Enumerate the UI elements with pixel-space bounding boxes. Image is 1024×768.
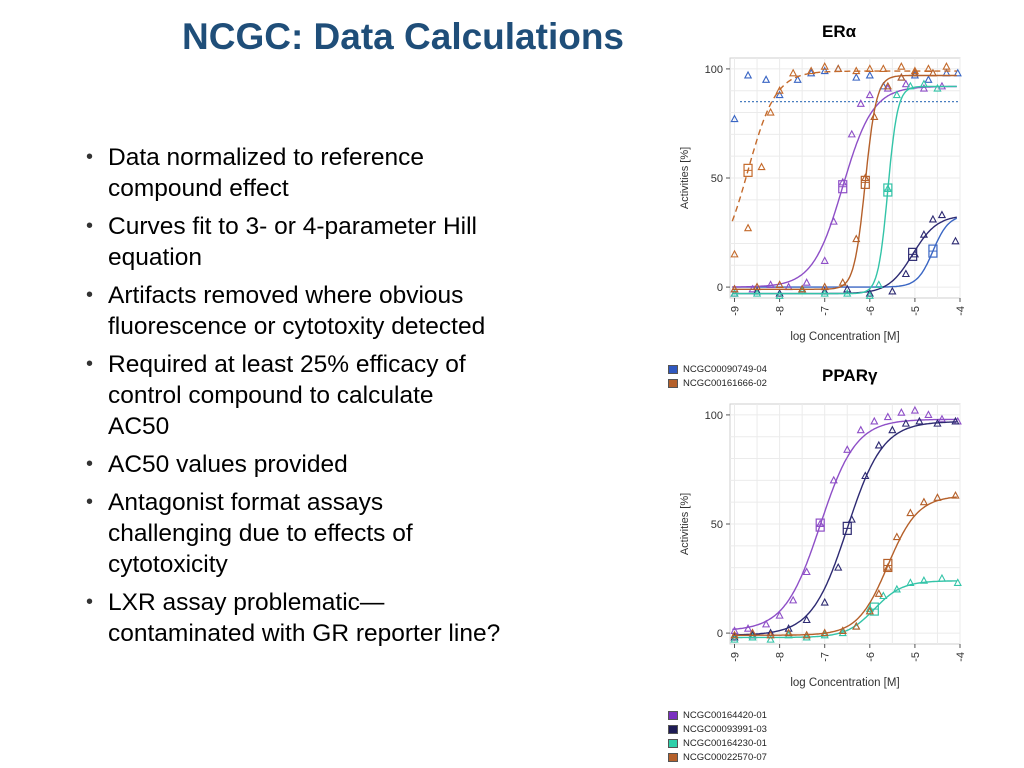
y-tick-label: 100 <box>704 63 723 76</box>
legend-swatch-2 <box>668 379 678 388</box>
x-tick-label: -9 <box>729 652 742 662</box>
legend-swatch-6 <box>668 753 678 762</box>
y-tick-label: 50 <box>710 519 723 531</box>
x-tick-label: -7 <box>819 652 832 662</box>
x-tick-label: -6 <box>864 652 877 662</box>
legend-entry: NCGC00164420-01 <box>668 708 767 722</box>
x-tick-label: -8 <box>774 652 787 662</box>
legend-top <box>668 362 767 390</box>
bullet-item: • Required at least 25% efficacy of control compound to calculate AC50 <box>86 349 586 442</box>
chart-ppar-gamma <box>668 394 978 694</box>
legend-swatch-4 <box>668 725 678 734</box>
legend-entry: NCGC00090749-04 <box>668 362 767 376</box>
y-tick-label: 0 <box>716 282 723 295</box>
x-tick-label: -4 <box>955 306 967 316</box>
page-title: NCGC: Data Calculations <box>182 16 625 57</box>
bullet-item: • Data normalized to reference compound effect <box>86 142 586 204</box>
bullet-item: • Artifacts removed where obvious fluorescence or cytotoxity detected <box>86 280 586 342</box>
y-axis-label: Activities [%] <box>679 492 691 556</box>
chart-title-ppar-gamma: PPARγ <box>822 366 878 385</box>
bullet-item: • LXR assay problematic— contaminated with GR reporter line? <box>86 587 586 649</box>
chart-er-alpha <box>668 48 978 348</box>
x-tick-label: -9 <box>729 306 742 316</box>
y-tick-label: 0 <box>716 628 723 641</box>
x-tick-label: -5 <box>909 306 922 316</box>
legend-entry: NCGC00161666-02 <box>668 376 767 390</box>
chart-title-er-alpha: ERα <box>822 22 857 41</box>
bullet-item: • AC50 values provided <box>86 449 586 480</box>
legend-swatch-5 <box>668 739 678 748</box>
y-axis-label: Activities [%] <box>679 146 691 210</box>
legend-bottom <box>668 708 767 764</box>
x-tick-label: -5 <box>909 652 922 662</box>
x-tick-label: -4 <box>955 652 967 662</box>
x-axis-label: log Concentration [M] <box>790 331 900 343</box>
x-tick-label: -7 <box>819 306 832 316</box>
legend-entry: NCGC00093991-03 <box>668 722 767 736</box>
x-tick-label: -8 <box>774 306 787 316</box>
bullet-item: • Antagonist format assays challenging due to effects of cytotoxicity <box>86 487 586 580</box>
y-tick-label: 100 <box>704 409 723 422</box>
bullet-list <box>86 142 586 656</box>
y-tick-label: 50 <box>710 173 723 185</box>
legend-swatch-1 <box>668 365 678 374</box>
x-axis-label: log Concentration [M] <box>790 677 900 689</box>
x-tick-label: -6 <box>864 306 877 316</box>
legend-entry: NCGC00164230-01 <box>668 736 767 750</box>
bullet-item: • Curves fit to 3- or 4-parameter Hill equation <box>86 211 586 273</box>
legend-entry: NCGC00022570-07 <box>668 750 767 764</box>
legend-swatch-3 <box>668 711 678 720</box>
